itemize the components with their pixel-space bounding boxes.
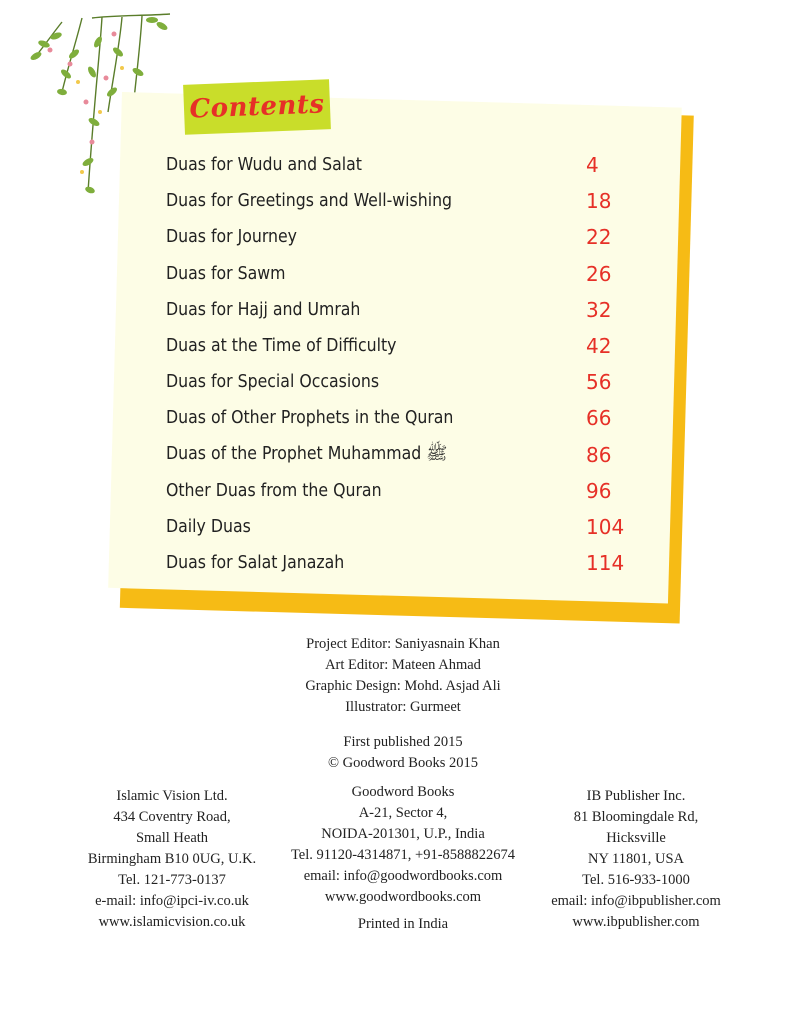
- address-line: Tel. 91120-4314871, +91-8588822674: [290, 847, 516, 863]
- address-line: 81 Bloomingdale Rd,: [573, 809, 699, 825]
- table-of-contents: [166, 147, 636, 581]
- address-line: IB Publisher Inc.: [586, 788, 686, 804]
- credit-line: Illustrator: Gurmeet: [345, 699, 461, 715]
- email-link[interactable]: e-mail: info@ipci-iv.co.uk: [95, 893, 249, 909]
- address-islamic-vision: [62, 786, 282, 933]
- publication-line: First published 2015: [343, 734, 463, 750]
- credit-line: Graphic Design: Mohd. Asjad Ali: [305, 678, 501, 694]
- toc-title: Duas of Other Prophets in the Quran: [166, 408, 454, 429]
- toc-title: Daily Duas: [166, 516, 251, 537]
- toc-row[interactable]: [166, 545, 636, 581]
- toc-page: 104: [586, 514, 625, 539]
- address-line: Small Heath: [135, 830, 209, 846]
- toc-title: Duas for Wudu and Salat: [166, 155, 362, 176]
- credit-line: Art Editor: Mateen Ahmad: [325, 657, 481, 673]
- toc-row[interactable]: [166, 147, 636, 183]
- printed-in: Printed in India: [357, 916, 449, 932]
- address-line: Goodword Books: [351, 784, 455, 800]
- email-link[interactable]: email: info@goodwordbooks.com: [303, 868, 503, 884]
- toc-row[interactable]: [166, 400, 636, 436]
- toc-row[interactable]: [166, 328, 636, 364]
- publication-info: [0, 732, 806, 774]
- toc-row[interactable]: [166, 509, 636, 545]
- credits-block: [0, 634, 806, 718]
- copyright-line: © Goodword Books 2015: [328, 755, 478, 771]
- toc-page: 22: [586, 225, 612, 250]
- toc-page: 32: [586, 297, 612, 322]
- toc-page: 26: [586, 261, 612, 286]
- toc-row[interactable]: [166, 256, 636, 292]
- toc-row[interactable]: [166, 183, 636, 219]
- address-line: A-21, Sector 4,: [358, 805, 448, 821]
- toc-row[interactable]: [166, 364, 636, 400]
- address-ib-publisher: [526, 786, 746, 933]
- toc-page: 56: [586, 370, 612, 395]
- address-line: Hicksville: [606, 830, 666, 846]
- toc-page: 42: [586, 334, 612, 359]
- website-link[interactable]: www.goodwordbooks.com: [324, 889, 482, 905]
- toc-row[interactable]: [166, 219, 636, 255]
- toc-title: Duas for Greetings and Well-wishing: [166, 191, 453, 212]
- toc-row[interactable]: [166, 437, 636, 473]
- toc-title: Duas for Special Occasions: [166, 372, 380, 393]
- toc-page: 96: [586, 478, 612, 503]
- toc-page: 66: [586, 406, 612, 431]
- credit-line: Project Editor: Saniyasnain Khan: [306, 636, 500, 652]
- toc-page: 18: [586, 189, 612, 214]
- address-line: Tel. 516-933-1000: [582, 872, 690, 888]
- toc-title: Duas at the Time of Difficulty: [166, 336, 397, 357]
- toc-title: Duas of the Prophet Muhammad ﷺ: [166, 443, 448, 464]
- address-line: NOIDA-201301, U.P., India: [321, 826, 485, 842]
- toc-title: Other Duas from the Quran: [166, 480, 382, 501]
- toc-title: Duas for Salat Janazah: [166, 553, 345, 574]
- website-link[interactable]: www.islamicvision.co.uk: [98, 914, 246, 930]
- email-link[interactable]: email: info@ibpublisher.com: [551, 893, 721, 909]
- address-line: NY 11801, USA: [588, 851, 684, 867]
- contents-heading: Contents: [188, 89, 326, 125]
- toc-row[interactable]: [166, 473, 636, 509]
- address-line: Islamic Vision Ltd.: [116, 788, 228, 804]
- website-link[interactable]: www.ibpublisher.com: [572, 914, 700, 930]
- address-line: Tel. 121-773-0137: [118, 872, 226, 888]
- toc-title: Duas for Sawm: [166, 263, 286, 284]
- toc-page: 114: [586, 551, 625, 576]
- address-line: Birmingham B10 0UG, U.K.: [87, 851, 257, 867]
- toc-title: Duas for Hajj and Umrah: [166, 299, 361, 320]
- toc-title: Duas for Journey: [166, 227, 297, 248]
- toc-page: 4: [586, 153, 599, 178]
- contents-heading-tab: [183, 79, 331, 135]
- toc-row[interactable]: [166, 292, 636, 328]
- address-goodword: [273, 782, 533, 908]
- toc-page: 86: [586, 442, 612, 467]
- address-line: 434 Coventry Road,: [113, 809, 231, 825]
